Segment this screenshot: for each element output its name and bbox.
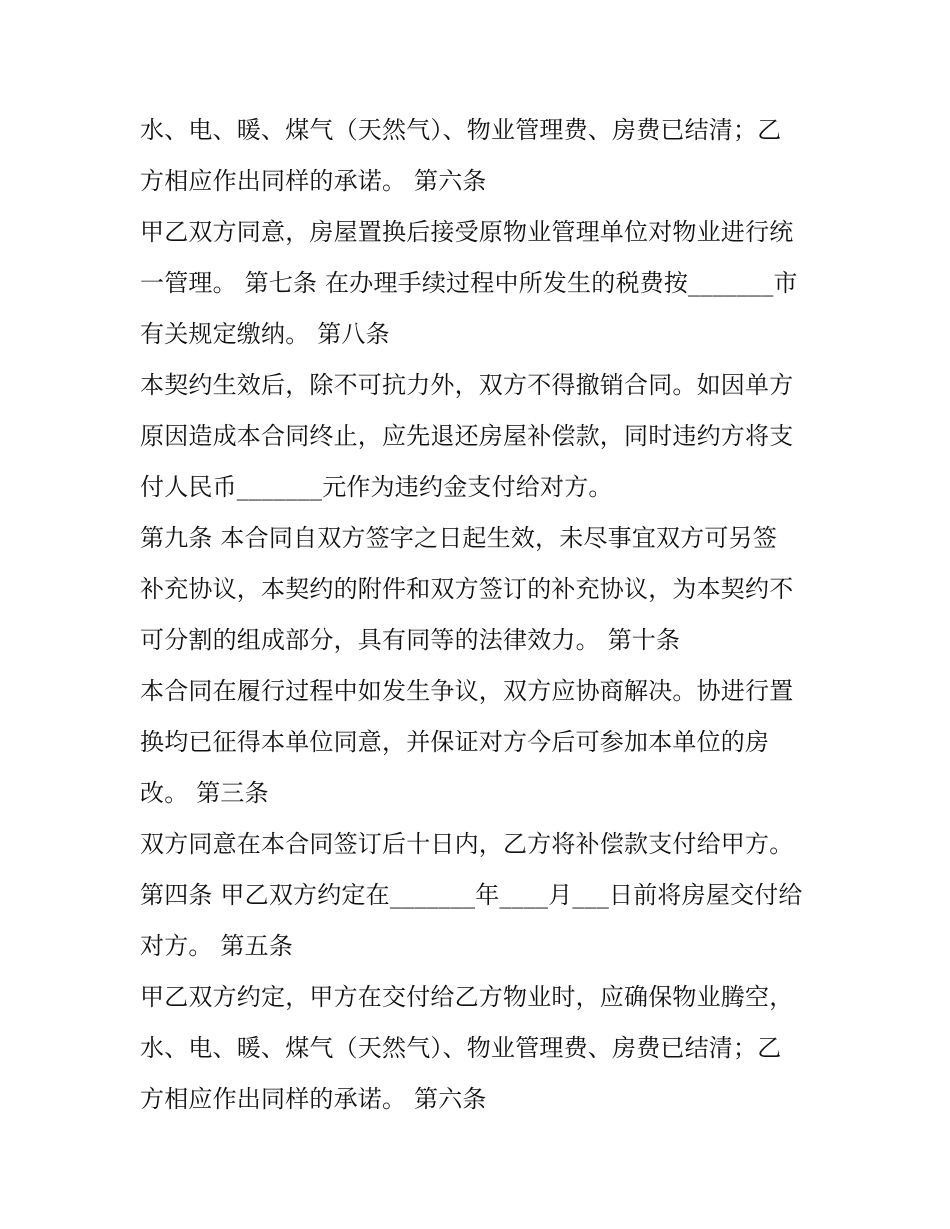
text-line: 双方同意在本合同签订后十日内，乙方将补偿款支付给甲方。 xyxy=(140,830,794,858)
text-line: 甲乙双方约定，甲方在交付给乙方物业时，应确保物业腾空， xyxy=(140,983,794,1011)
text-line: 改。 第三条 xyxy=(140,779,269,807)
text-line: 原因造成本合同终止，应先退还房屋补偿款，同时违约方将支 xyxy=(140,422,794,450)
text-line: 水、电、暖、煤气（天然气）、物业管理费、房费已结清；乙 xyxy=(140,116,782,144)
text-line: 换均已征得本单位同意，并保证对方今后可参加本单位的房 xyxy=(140,728,770,756)
text-line: 补充协议，本契约的附件和双方签订的补充协议，为本契约不 xyxy=(140,575,794,603)
text-line: 甲乙双方同意，房屋置换后接受原物业管理单位对物业进行统 xyxy=(140,218,794,246)
text-line: 付人民币_______元作为违约金支付给对方。 xyxy=(140,473,613,501)
text-line: 方相应作出同样的承诺。 第六条 xyxy=(140,167,487,195)
text-line: 一管理。 第七条 在办理手续过程中所发生的税费按_______市 xyxy=(140,269,798,297)
text-line: 本合同在履行过程中如发生争议，双方应协商解决。协进行置 xyxy=(140,677,794,705)
text-line: 本契约生效后，除不可抗力外，双方不得撤销合同。如因单方 xyxy=(140,371,794,399)
text-line: 方相应作出同样的承诺。 第六条 xyxy=(140,1085,487,1113)
text-line: 水、电、暖、煤气（天然气）、物业管理费、房费已结清；乙 xyxy=(140,1034,782,1062)
text-line: 对方。 第五条 xyxy=(140,932,294,960)
text-line: 可分割的组成部分，具有同等的法律效力。 第十条 xyxy=(140,626,681,654)
contract-text xyxy=(140,105,820,1125)
text-line: 第九条 本合同自双方签字之日起生效，未尽事宜双方可另签 xyxy=(140,524,778,552)
text-line: 有关规定缴纳。 第八条 xyxy=(140,320,390,348)
text-line: 第四条 甲乙双方约定在_______年____月___日前将房屋交付给 xyxy=(140,881,803,909)
